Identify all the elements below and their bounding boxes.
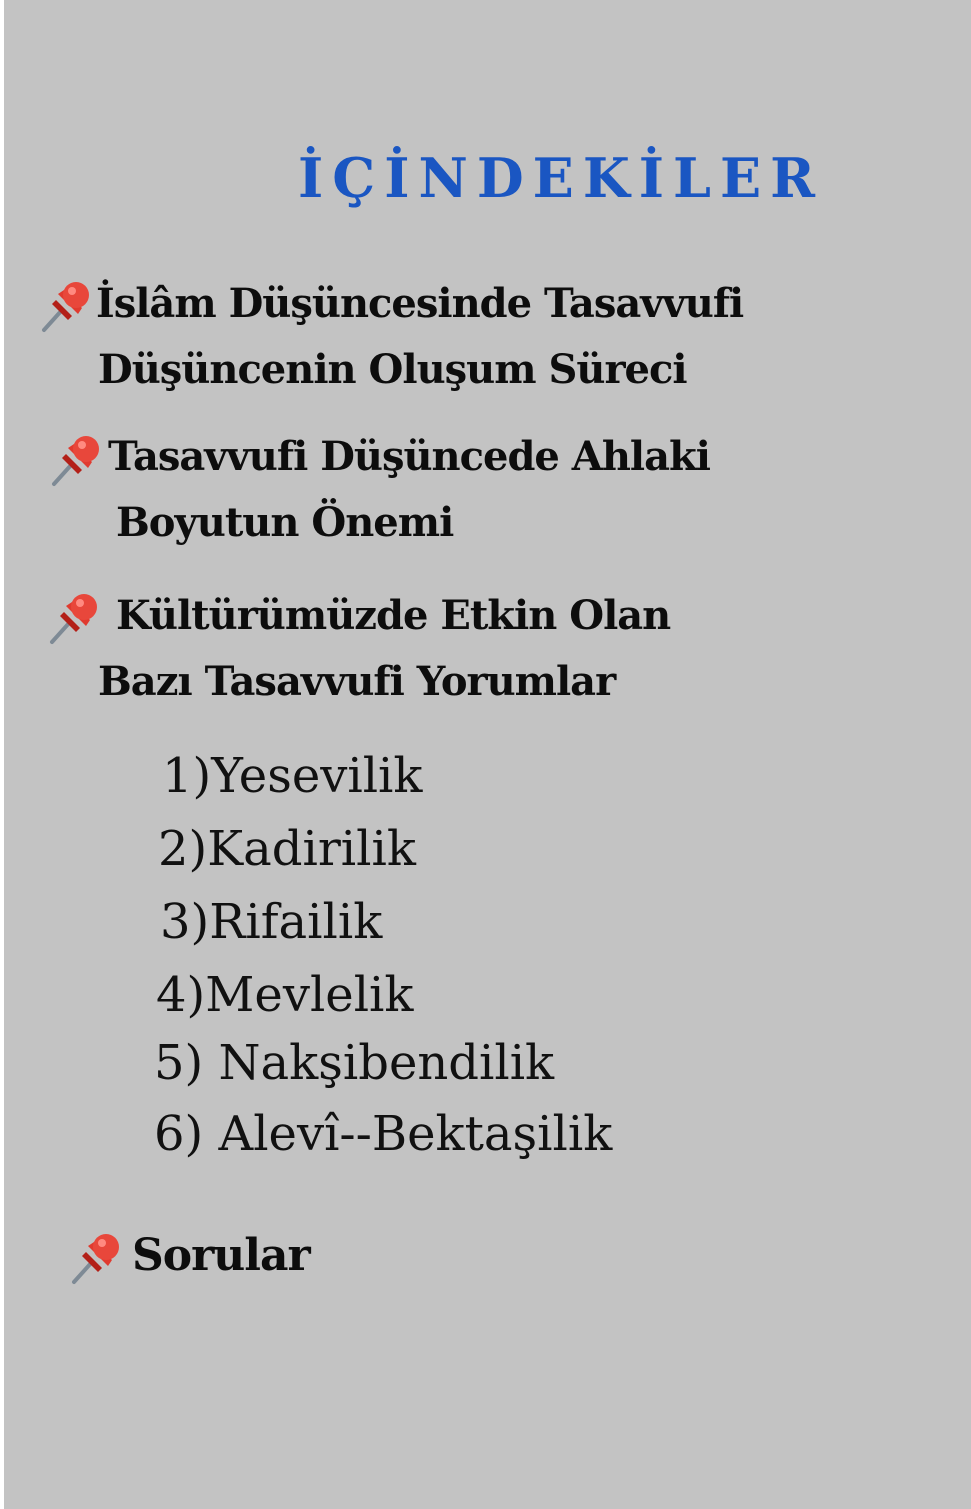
list-item: 6) Alevî--Bektaşilik [154, 1106, 613, 1162]
section-1-title-line2: Düşüncenin Oluşum Süreci [98, 346, 687, 393]
list-item: 1)Yesevilik [162, 748, 423, 804]
section-2-title-line1: Tasavvufi Düşüncede Ahlaki [108, 433, 710, 480]
list-item: 2)Kadirilik [158, 821, 416, 877]
list-item: 5) Nakşibendilik [154, 1035, 555, 1091]
section-3-title-line2: Bazı Tasavvufi Yorumlar [98, 658, 616, 705]
list-item: 4)Mevlelik [156, 967, 414, 1023]
section-2-title-line2: Boyutun Önemi [116, 499, 454, 546]
section-questions-title: Sorular [132, 1230, 310, 1281]
pushpin-icon [68, 1226, 128, 1286]
section-3-title-line1: Kültürümüzde Etkin Olan [116, 592, 671, 639]
section-1-title-line1: İslâm Düşüncesinde Tasavvufi [96, 280, 744, 327]
pushpin-icon [38, 274, 98, 334]
list-item: 3)Rifailik [160, 894, 383, 950]
pushpin-icon [48, 428, 108, 488]
page-title: İÇİNDEKİLER [298, 146, 825, 210]
pushpin-icon [46, 586, 106, 646]
